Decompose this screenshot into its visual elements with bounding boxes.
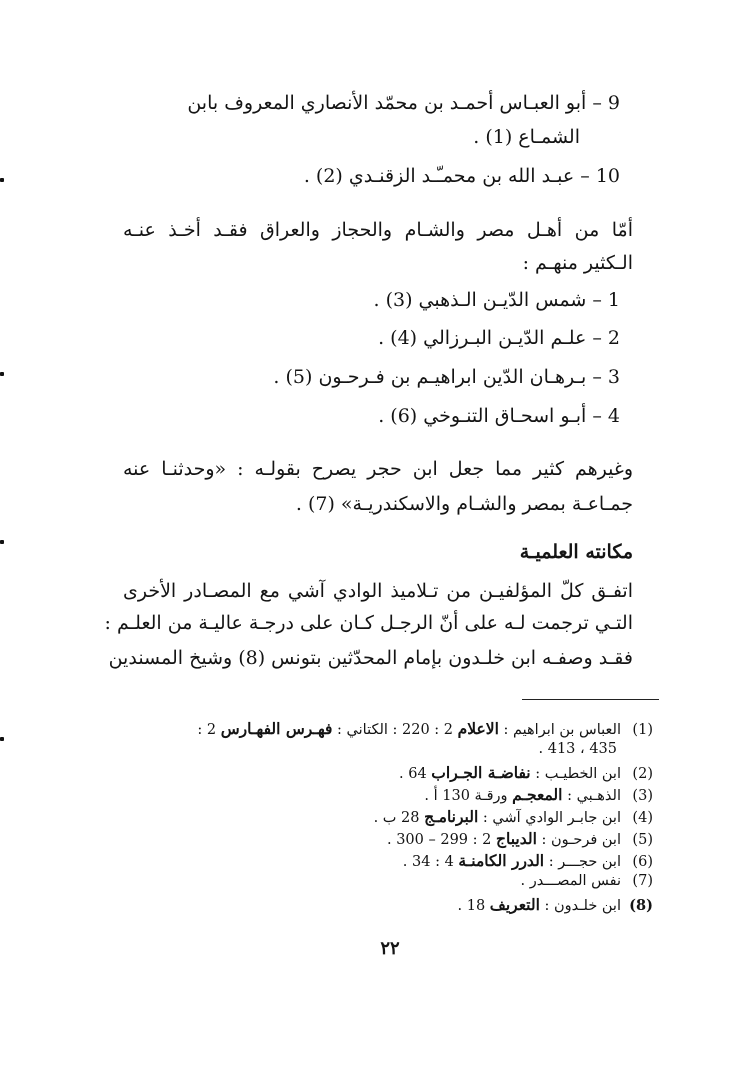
footnote-number: (1)	[632, 722, 653, 738]
list-item-3: 3 – بـرهـان الدّين ابراهيـم بن فـرحـون (5) .	[273, 366, 620, 388]
margin-mark	[0, 737, 4, 741]
others-line-2: جمـاعـة بمصر والشـام والاسكندريـة» (7) .	[295, 493, 633, 515]
section-heading: مكانته العلميـة	[519, 541, 633, 563]
page-number: ٢٢	[380, 938, 400, 959]
footnote-4: (4)ابن جابـر الوادي آشي : البرنامـج 28 ب .	[373, 807, 653, 826]
footnote-7: (7)نفس المصـــدر .	[520, 873, 653, 889]
intro-line-1: أمّا من أهـل مصر والشـام والحجاز والعراق فقـد أخـذ عنـه	[123, 219, 633, 241]
list-item-4: 4 – أبـو اسحـاق التنـوخي (6) .	[378, 405, 620, 427]
margin-mark	[0, 372, 4, 376]
status-line-2: التـي ترجمت لـه على أنّ الرجـل كـان على درجـة عاليـة من العلـم :	[104, 612, 633, 634]
margin-mark	[0, 540, 4, 544]
footnote-8: (8)ابن خلـدون : التعريف 18 .	[457, 895, 653, 914]
list-item-10: 10 – عبـد الله بن محمـّـد الزقنـدي (2) .	[303, 165, 620, 187]
margin-mark	[0, 178, 4, 182]
footnote-divider	[522, 699, 659, 700]
others-line-1: وغيرهم كثير مما جعل ابن حجر يصرح بقولـه : «وحدثنـا عنه	[123, 458, 633, 480]
list-item-9: 9 – أبو العبـاس أحمـد بن محمّد الأنصاري المعروف بابن	[187, 92, 620, 114]
status-line-1: اتفـق كلّ المؤلفيـن من تـلاميذ الوادي آشي مع المصـادر الأخرى	[123, 580, 633, 602]
footnote-5: (5)ابن فرحـون : الديباج 2 : 299 – 300 .	[386, 829, 653, 848]
footnote-3: (3)الذهـبي : المعجـم ورقـة 130 أ .	[424, 785, 653, 804]
footnote-1: (1)العباس بن ابراهيم : الاعلام 2 : 220 : الكتاني : فهـرس الفهـارس 2 :	[197, 719, 653, 738]
intro-line-2: الـكثير منهـم :	[522, 252, 633, 274]
list-item-1: 1 – شمس الدّيـن الـذهبي (3) .	[373, 289, 620, 311]
status-line-3: فقـد وصفـه ابن خلـدون بإمام المحدّثين بتونس (8) وشيخ المسندين	[108, 647, 633, 669]
list-item-2: 2 – علـم الدّيـن البـرزالي (4) .	[378, 327, 620, 349]
footnote-6: (6)ابن حجـــر : الدرر الكامنـة 4 : 34 .	[402, 851, 653, 870]
footnote-1-continued: 435 ، 413 .	[538, 741, 617, 757]
footnote-2: (2)ابن الخطيـب : نفاضـة الجـراب 64 .	[399, 763, 653, 782]
list-item-9-continued: الشمـاع (1) .	[473, 126, 580, 148]
